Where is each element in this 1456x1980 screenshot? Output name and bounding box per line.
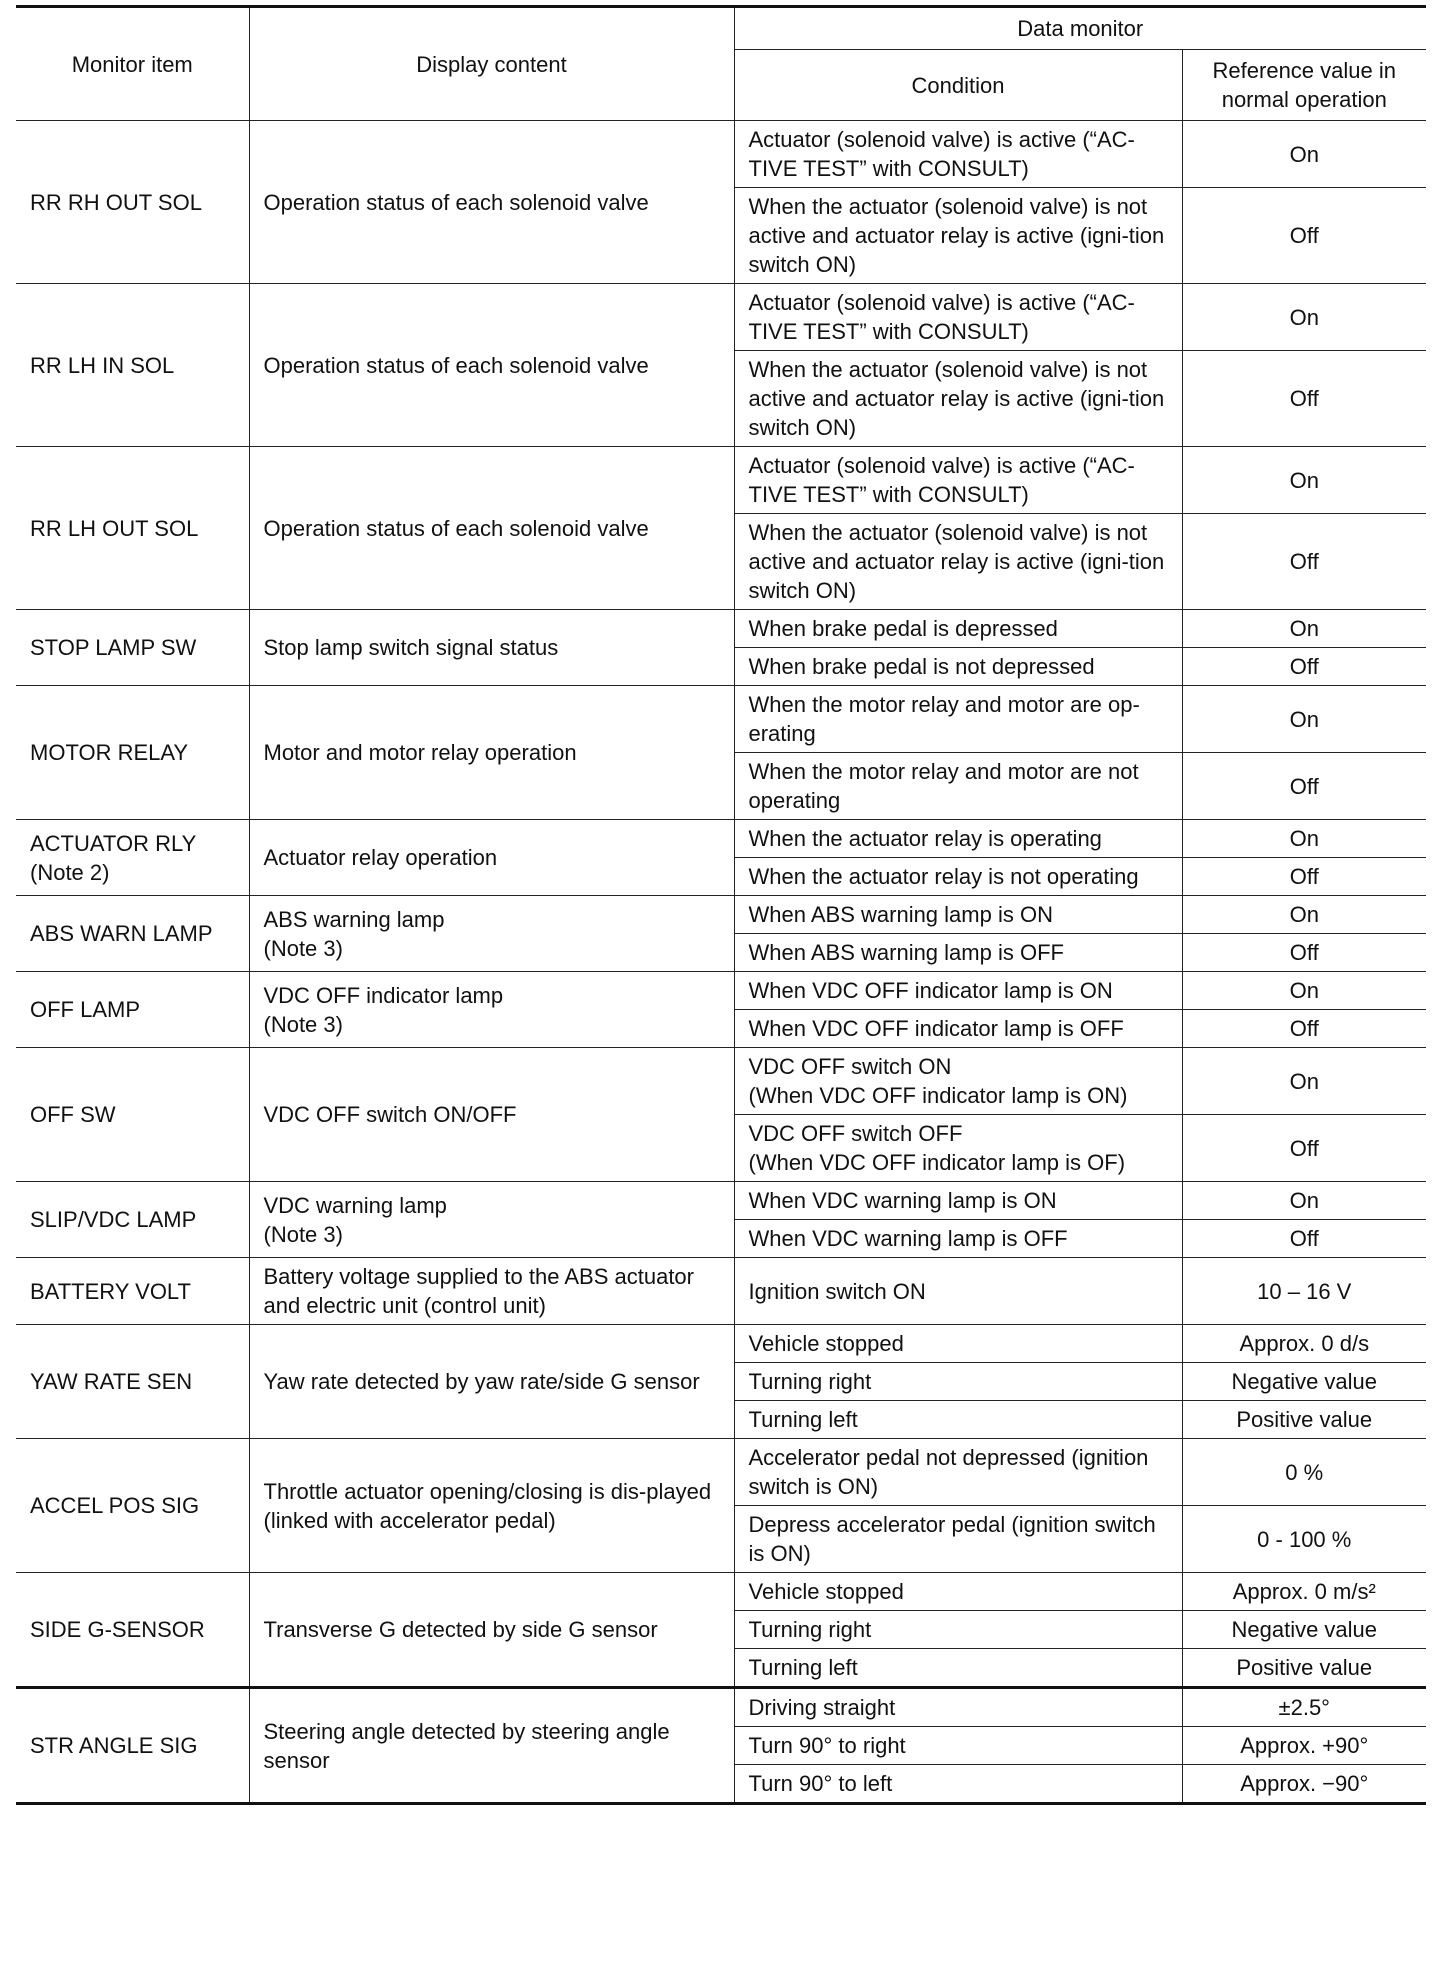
condition-text: Driving straight	[748, 1695, 896, 1720]
display-content-cell	[249, 1325, 734, 1439]
condition-cell	[734, 753, 1182, 820]
reference-value-cell	[1182, 610, 1426, 648]
reference-value-text: 0 - 100 %	[1257, 1526, 1352, 1552]
reference-value-cell	[1182, 753, 1426, 820]
reference-value-text: Approx. 0 m/s²	[1232, 1579, 1376, 1604]
condition-text: When the motor relay and motor are not operating	[748, 759, 1139, 813]
display-content-text: Steering angle detected by steering angle sensor	[263, 1718, 670, 1773]
display-content-cell	[249, 686, 734, 820]
reference-value-text: 10 – 16 V	[1257, 1278, 1352, 1304]
reference-value-text: Off	[1289, 1226, 1319, 1251]
condition-text: When VDC OFF indicator lamp is ON	[748, 978, 1113, 1003]
reference-value-cell	[1182, 1048, 1426, 1115]
condition-cell	[734, 648, 1182, 686]
monitor-item-cell	[16, 1688, 249, 1804]
condition-cell	[734, 284, 1182, 351]
display-content-text: Motor and motor relay operation	[263, 740, 577, 765]
table-row	[16, 610, 1426, 648]
reference-value-text: On	[1289, 706, 1319, 732]
condition-cell	[734, 1649, 1182, 1688]
reference-value-cell	[1182, 896, 1426, 934]
reference-value-text: Off	[1289, 940, 1319, 965]
display-content-text: Operation status of each solenoid valve	[263, 189, 649, 215]
reference-value-cell	[1182, 648, 1426, 686]
display-content-cell	[249, 1688, 734, 1804]
condition-text: Turn 90° to right	[748, 1733, 906, 1758]
header-condition: Condition	[734, 50, 1182, 121]
condition-text: Turn 90° to left	[748, 1771, 893, 1796]
condition-cell	[734, 686, 1182, 753]
display-content-text: Yaw rate detected by yaw rate/side G sensor	[263, 1369, 700, 1394]
condition-text: When the actuator relay is operating	[748, 826, 1102, 851]
display-content-cell	[249, 1439, 734, 1573]
condition-text: Actuator (solenoid valve) is active (“AC-TIVE TEST” with CONSULT)	[748, 290, 1135, 344]
condition-cell	[734, 820, 1182, 858]
display-content-cell	[249, 610, 734, 686]
table-row	[16, 1048, 1426, 1115]
header-display-content: Display content	[249, 7, 734, 121]
reference-value-text: 0 %	[1285, 1459, 1324, 1485]
reference-value-cell	[1182, 820, 1426, 858]
data-monitor-table	[16, 5, 1426, 1805]
condition-text: Turning right	[748, 1369, 872, 1394]
reference-value-text: Negative value	[1231, 1617, 1378, 1642]
display-content-cell	[249, 1258, 734, 1325]
table-row	[16, 1573, 1426, 1611]
condition-text: Accelerator pedal not depressed (ignition switch is ON)	[748, 1445, 1149, 1499]
condition-text: When the actuator relay is not operating	[748, 864, 1139, 889]
reference-value-cell	[1182, 1010, 1426, 1048]
condition-text: Actuator (solenoid valve) is active (“AC-TIVE TEST” with CONSULT)	[748, 453, 1135, 507]
condition-text: Actuator (solenoid valve) is active (“AC-TIVE TEST” with CONSULT)	[748, 127, 1135, 181]
reference-value-text: Negative value	[1231, 1369, 1378, 1394]
monitor-item-label: OFF SW	[30, 1102, 116, 1127]
condition-text: When ABS warning lamp is OFF	[748, 940, 1064, 965]
condition-text: When ABS warning lamp is ON	[748, 902, 1053, 927]
display-content-cell	[249, 820, 734, 896]
condition-cell	[734, 1439, 1182, 1506]
monitor-item-label: SLIP/VDC LAMP	[30, 1207, 197, 1232]
condition-cell	[734, 1115, 1182, 1182]
display-content-cell	[249, 284, 734, 447]
display-content-text: VDC warning lamp	[263, 1192, 447, 1218]
table-row	[16, 121, 1426, 188]
condition-text: When brake pedal is not depressed	[748, 654, 1095, 679]
display-content-cell	[249, 896, 734, 972]
display-content-text: VDC OFF switch ON/OFF	[263, 1102, 517, 1127]
condition-cell	[734, 1258, 1182, 1325]
display-content-cell	[249, 1182, 734, 1258]
monitor-item-cell	[16, 686, 249, 820]
display-content-cell	[249, 121, 734, 284]
reference-value-text: Off	[1289, 864, 1319, 889]
monitor-item-label: RR LH IN SOL	[30, 352, 175, 378]
table-row	[16, 1688, 1426, 1727]
condition-text: When the actuator (solenoid valve) is not active and actuator relay is active (igni-tion switch ON)	[748, 194, 1165, 277]
monitor-item-label: BATTERY VOLT	[30, 1278, 191, 1304]
condition-cell	[734, 1401, 1182, 1439]
condition-cell	[734, 1765, 1182, 1804]
display-content-text: Stop lamp switch signal status	[263, 635, 559, 660]
monitor-item-cell	[16, 121, 249, 284]
condition-text: VDC OFF switch OFF	[748, 1121, 963, 1146]
reference-value-text: Off	[1289, 773, 1319, 799]
condition-cell	[734, 896, 1182, 934]
reference-value-cell	[1182, 1573, 1426, 1611]
table-row	[16, 1182, 1426, 1220]
table-body	[16, 121, 1426, 1804]
reference-value-cell	[1182, 188, 1426, 284]
table-row	[16, 1258, 1426, 1325]
monitor-item-label: RR RH OUT SOL	[30, 189, 202, 215]
monitor-item-cell	[16, 972, 249, 1048]
condition-text: When VDC OFF indicator lamp is OFF	[748, 1016, 1124, 1041]
condition-cell	[734, 1010, 1182, 1048]
monitor-item-label: ACTUATOR RLY	[30, 830, 197, 856]
reference-value-cell	[1182, 1182, 1426, 1220]
reference-value-cell	[1182, 1688, 1426, 1727]
display-content-text: Transverse G detected by side G sensor	[263, 1617, 658, 1642]
header-reference-value: Reference value in normal operation	[1182, 50, 1426, 121]
condition-cell	[734, 1048, 1182, 1115]
display-content-cell	[249, 1573, 734, 1688]
condition-text: When VDC warning lamp is OFF	[748, 1226, 1068, 1251]
condition-text: Depress accelerator pedal (ignition switch is ON)	[748, 1512, 1156, 1566]
reference-value-cell	[1182, 1765, 1426, 1804]
condition-text: Turning right	[748, 1617, 872, 1642]
reference-value-text: On	[1289, 467, 1319, 493]
reference-value-text: Approx. −90°	[1240, 1771, 1369, 1796]
monitor-item-cell	[16, 1182, 249, 1258]
reference-value-text: Positive value	[1236, 1407, 1373, 1432]
display-content-note: (Note 3)	[263, 935, 343, 961]
display-content-cell	[249, 1048, 734, 1182]
condition-cell	[734, 1363, 1182, 1401]
reference-value-text: Off	[1289, 1135, 1319, 1161]
monitor-item-cell	[16, 1048, 249, 1182]
condition-cell	[734, 121, 1182, 188]
condition-cell	[734, 610, 1182, 648]
reference-value-text: On	[1289, 616, 1319, 641]
condition-text: Turning left	[748, 1655, 858, 1680]
reference-value-text: Positive value	[1236, 1655, 1373, 1680]
reference-value-cell	[1182, 1258, 1426, 1325]
reference-value-text: Off	[1289, 386, 1319, 411]
reference-value-cell	[1182, 858, 1426, 896]
display-content-text: Throttle actuator opening/closing is dis-played (linked with accelerator pedal)	[263, 1478, 712, 1533]
monitor-item-cell	[16, 1325, 249, 1439]
condition-text: Ignition switch ON	[748, 1278, 926, 1304]
condition-cell	[734, 447, 1182, 514]
display-content-text: Battery voltage supplied to the ABS actuator and electric unit (control unit)	[263, 1264, 694, 1318]
reference-value-cell	[1182, 1611, 1426, 1649]
condition-text: When brake pedal is depressed	[748, 616, 1058, 641]
condition-cell	[734, 1611, 1182, 1649]
monitor-item-cell	[16, 1439, 249, 1573]
condition-cell	[734, 1688, 1182, 1727]
condition-cell	[734, 1325, 1182, 1363]
monitor-item-label: ABS WARN LAMP	[30, 921, 213, 946]
monitor-item-label: STR ANGLE SIG	[30, 1733, 198, 1758]
condition-cell	[734, 858, 1182, 896]
monitor-item-label: OFF LAMP	[30, 997, 141, 1022]
reference-value-cell	[1182, 121, 1426, 188]
reference-value-cell	[1182, 351, 1426, 447]
monitor-item-label: YAW RATE SEN	[30, 1369, 193, 1394]
condition-cell	[734, 188, 1182, 284]
reference-value-cell	[1182, 514, 1426, 610]
reference-value-text: On	[1289, 978, 1319, 1003]
reference-value-cell	[1182, 1325, 1426, 1363]
condition-cell	[734, 1220, 1182, 1258]
monitor-item-label: MOTOR RELAY	[30, 740, 189, 765]
reference-value-text: On	[1289, 902, 1319, 927]
condition-cell	[734, 1506, 1182, 1573]
reference-value-text: Off	[1289, 654, 1319, 679]
reference-value-cell	[1182, 1115, 1426, 1182]
condition-text: When the actuator (solenoid valve) is not active and actuator relay is active (igni-tion switch ON)	[748, 520, 1165, 603]
monitor-item-cell	[16, 447, 249, 610]
reference-value-text: Off	[1289, 549, 1319, 574]
condition-cell	[734, 1573, 1182, 1611]
condition-text: When VDC warning lamp is ON	[748, 1188, 1057, 1213]
table-row	[16, 820, 1426, 858]
condition-text: Vehicle stopped	[748, 1579, 904, 1604]
condition-cell	[734, 351, 1182, 447]
reference-value-text: Approx. 0 d/s	[1239, 1331, 1370, 1356]
monitor-item-note: (Note 2)	[30, 859, 110, 885]
condition-cell	[734, 1182, 1182, 1220]
table-row	[16, 972, 1426, 1010]
reference-value-cell	[1182, 447, 1426, 514]
reference-value-text: Off	[1289, 223, 1319, 248]
reference-value-text: On	[1289, 304, 1319, 330]
reference-value-text: ±2.5°	[1278, 1695, 1330, 1720]
monitor-item-label: RR LH OUT SOL	[30, 515, 199, 541]
monitor-item-label: STOP LAMP SW	[30, 635, 197, 660]
condition-cell	[734, 514, 1182, 610]
table-row	[16, 1325, 1426, 1363]
reference-value-text: Approx. +90°	[1240, 1733, 1369, 1758]
display-content-text: Operation status of each solenoid valve	[263, 515, 649, 541]
condition-text: Vehicle stopped	[748, 1331, 904, 1356]
reference-value-cell	[1182, 934, 1426, 972]
reference-value-text: On	[1289, 1068, 1319, 1094]
table-row	[16, 284, 1426, 351]
monitor-item-label: ACCEL POS SIG	[30, 1493, 200, 1518]
reference-value-text: On	[1289, 141, 1319, 167]
reference-value-cell	[1182, 1220, 1426, 1258]
condition-text: When the motor relay and motor are op-erating	[748, 692, 1140, 746]
table-row	[16, 686, 1426, 753]
monitor-item-cell	[16, 1258, 249, 1325]
condition-cell	[734, 972, 1182, 1010]
condition-text-line2: (When VDC OFF indicator lamp is ON)	[748, 1083, 1128, 1108]
header-monitor-item: Monitor item	[16, 7, 249, 121]
reference-value-text: Off	[1289, 1016, 1319, 1041]
display-content-cell	[249, 447, 734, 610]
display-content-text: ABS warning lamp	[263, 906, 445, 932]
header-data-monitor: Data monitor	[734, 7, 1426, 50]
display-content-text: Actuator relay operation	[263, 845, 498, 870]
monitor-item-cell	[16, 896, 249, 972]
reference-value-cell	[1182, 1401, 1426, 1439]
monitor-item-cell	[16, 820, 249, 896]
condition-text: Turning left	[748, 1407, 858, 1432]
condition-text-line2: (When VDC OFF indicator lamp is OF)	[748, 1150, 1126, 1175]
display-content-text: Operation status of each solenoid valve	[263, 352, 649, 378]
condition-cell	[734, 1727, 1182, 1765]
reference-value-cell	[1182, 1727, 1426, 1765]
reference-value-text: On	[1289, 826, 1319, 851]
reference-value-cell	[1182, 1506, 1426, 1573]
display-content-text: VDC OFF indicator lamp	[263, 982, 504, 1008]
table-row	[16, 447, 1426, 514]
reference-value-cell	[1182, 972, 1426, 1010]
reference-value-text: On	[1289, 1188, 1319, 1213]
monitor-item-label: SIDE G-SENSOR	[30, 1617, 205, 1642]
display-content-note: (Note 3)	[263, 1011, 343, 1037]
reference-value-cell	[1182, 1363, 1426, 1401]
reference-value-cell	[1182, 284, 1426, 351]
reference-value-cell	[1182, 1649, 1426, 1688]
data-monitor-table-container	[16, 5, 1426, 1805]
monitor-item-cell	[16, 610, 249, 686]
condition-text: VDC OFF switch ON	[748, 1054, 952, 1079]
condition-cell	[734, 934, 1182, 972]
display-content-cell	[249, 972, 734, 1048]
table-row	[16, 896, 1426, 934]
reference-value-cell	[1182, 1439, 1426, 1506]
display-content-note: (Note 3)	[263, 1221, 343, 1247]
condition-text: When the actuator (solenoid valve) is not active and actuator relay is active (igni-tion switch ON)	[748, 357, 1165, 440]
table-row	[16, 1439, 1426, 1506]
monitor-item-cell	[16, 284, 249, 447]
reference-value-cell	[1182, 686, 1426, 753]
monitor-item-cell	[16, 1573, 249, 1688]
